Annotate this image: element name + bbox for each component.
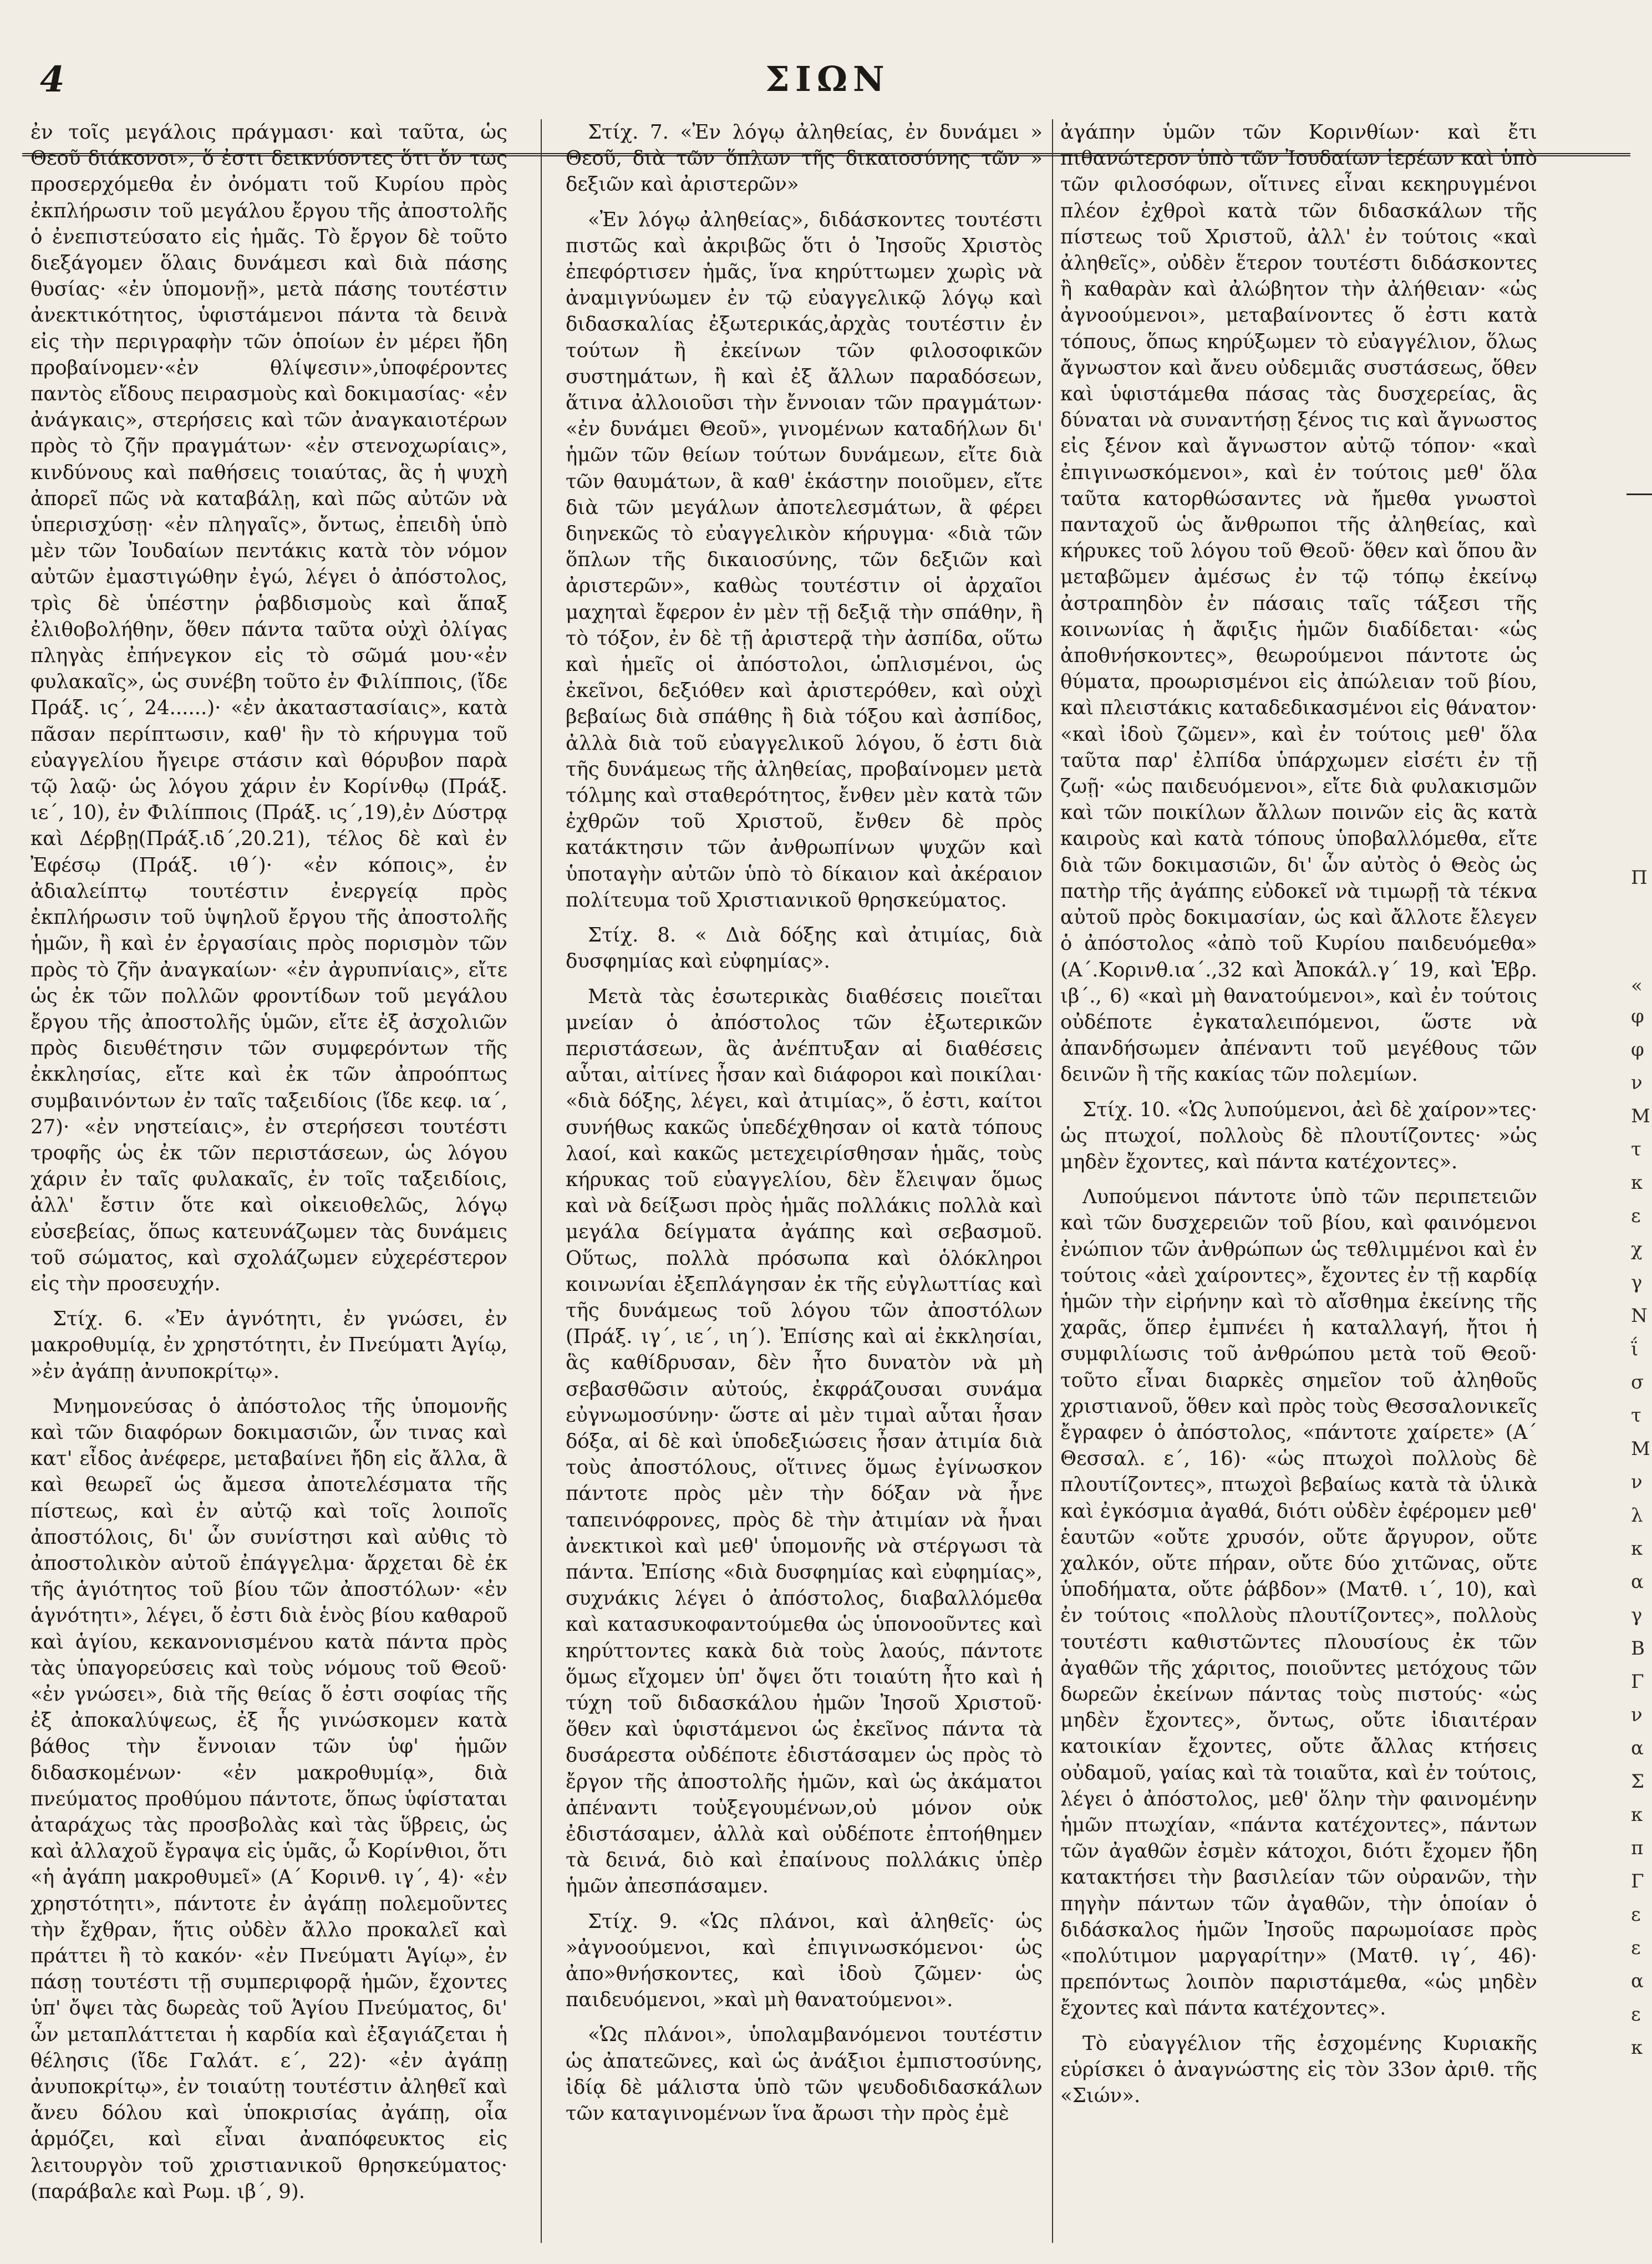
verse-heading: Στίχ. 10. «Ὡς λυπούμενοι, ἀεὶ δὲ χαίρον»τες· ὡς πτωχοί, πολλοὺς δὲ πλουτίζοντες· »ὡς μηδὲν ἔχοντες, καὶ πάντα κατέχοντες». xyxy=(1060,1098,1537,1173)
edge-fragment: Γ xyxy=(1631,1671,1644,1693)
paragraph: Μετὰ τὰς ἐσωτερικὰς διαθέσεις ποιεῖται μνείαν ὁ ἀπόστολος τῶν ἐξωτερικῶν περιστάσεων, ἃς ἀνέπτυξαν αἱ διαθέσεις αὗται, αἰτίνες ἦσαν καὶ διάφοροι καὶ ποικίλαι· «διὰ δόξης, λέγει, καὶ ἀτιμίας», ὅ ἐστι, καίτοι συνήθως κακῶς ὑπεδέχθησαν οἱ κατὰ τόπους λαοί, καὶ κακῶς μετεχειρίσθησαν ἡμᾶς, τοὺς κήρυκας τοῦ εὐαγγελίου, δὲν ἔλειψαν ὅμως καὶ νὰ δείξωσι πρὸς ἡμᾶς πολλάκις πολλὰ καὶ μεγάλα δείγματα ἀγάπης καὶ σεβασμοῦ. Οὕτως, πολλὰ πρόσωπα καὶ ὁλόκληροι κοινωνίαι ἐξεπλάγησαν ἐκ τῆς εὐγλωττίας καὶ τῆς δυνάμεως τοῦ λόγου τῶν ἀποστόλων (Πράξ. ιγ΄, ιε΄, ιη΄). Ἐπίσης καὶ αἱ ἐκκλησίαι, ἃς καθίδρυσαν, δὲν ἦτο δυνατὸν νὰ μὴ σεβασθῶσιν αὐτούς, ἐκφράζουσαι συνάμα εὐγνωμοσύνην· ὥστε αἱ μὲν τιμαὶ αὗται ἦσαν δόξα, αἱ δὲ καὶ ὑποδεξιώσεις ἦσαν ἀτιμία διὰ τοὺς ἀποστόλους, οἵτινες ὅμως ἐγίνωσκον πάντοτε πρὸς μὲν τὴν δόξαν νὰ ἦνε ταπεινόφρονες, πρὸς δὲ τὴν ἀτιμίαν νὰ ἦναι ἀνεκτικοὶ καὶ μεθ' ὑπομονῆς νὰ στέργωσι τὰ πάντα. Ἐπίσης «διὰ δυσφημίας καὶ εὐφημίας», συχνάκις λέγει ὁ ἀπόστολος, διαβαλλόμεθα καὶ κατασυκοφαντούμεθα ὡς ὑπονοοῦντες καὶ κηρύττοντες κακὰ διὰ τοὺς λαούς, πάντοτε ὅμως εἴχομεν ὑπ' ὄψει ὅτι τοιαύτη ἦτο καὶ ἡ τύχη τοῦ διδασκάλου ἡμῶν Ἰησοῦ Χριστοῦ· ὅθεν καὶ ὑφιστάμενοι ὡς ἐκεῖνος πάντα τὰ δυσάρεστα οὐδέποτε ἐδιστάσαμεν ὡς πρὸς τὸ ἔργον τῆς ἀποστολῆς ἡμῶν, καὶ ὡς ἀκάματοι ἀπέναντι τοὐξεγουμένων,οὐ μόνον οὐκ ἐδιστάσαμεν, ἀλλὰ καὶ οὐδέποτε ἐπτοήθημεν τὰ δεινά, διὸ καὶ ἐπαίνους πολλάκις ὑπὲρ ἡμῶν ἀπεσπάσαμεν. xyxy=(566,985,1043,1898)
paragraph: «Ἐν λόγῳ ἀληθείας», διδάσκοντες τουτέστι πιστῶς καὶ ἀκριβῶς ὅτι ὁ Ἰησοῦς Χριστὸς ἐπεφόρτισεν ἡμᾶς, ἵνα κηρύττωμεν χωρὶς νὰ ἀναμιγνύωμεν ἐν τῷ εὐαγγελικῷ λόγῳ καὶ διδασκαλίας ἐξωτερικάς,ἀρχὰς τουτέστιν ἐν τούτων ἢ ἐκείνων τῶν φιλοσοφικῶν συστημάτων, ἢ καὶ ἐξ ἄλλων παραδόσεων, ἅτινα ἀλλοιοῦσι τὴν ἔννοιαν τῶν πραγμάτων· «ἐν δυνάμει Θεοῦ», γινομένων καταδήλων δι' ἡμῶν τῶν θείων τούτων δυνάμεων, εἴτε διὰ τῶν θαυμάτων, ἃ καθ' ἑκάστην ποιοῦμεν, εἴτε διὰ τῶν μεγάλων ἀποτελεσμάτων, ἃ φέρει διηνεκῶς τὸ εὐαγγελικὸν κήρυγμα· «διὰ τῶν ὅπλων τῆς δικαιοσύνης, τῶν δεξιῶν καὶ ἀριστερῶν», καθὼς τουτέστιν οἱ ἀρχαῖοι μαχηταὶ ἔφερον ἐν μὲν τῇ δεξιᾷ τὴν σπάθην, ἢ τὸ τόξον, ἐν δὲ τῇ ἀριστερᾷ τὴν ἀσπίδα, οὕτω καὶ ἡμεῖς οἱ ἀπόστολοι, ὡπλισμένοι, ὡς ἐκεῖνοι, δεξιόθεν καὶ ἀριστερόθεν, καὶ οὐχὶ βεβαίως διὰ σπάθης ἢ διὰ τόξου καὶ ἀσπίδος, ἀλλὰ διὰ τοῦ εὐαγγελικοῦ λόγου, ὅ ἐστι διὰ τῆς δυνάμεως τῆς ἀληθείας, προβαίνομεν μετὰ τόλμης καὶ σταθερότητος, ἔνθεν μὲν κατὰ τῶν ἐχθρῶν τοῦ Χριστοῦ, ἔνθεν δὲ πρὸς κατάκτησιν τῶν ἀνθρωπίνων ψυχῶν καὶ ὑποταγὴν αὐτῶν ὑπὸ τὸ δίκαιον καὶ ἀκέραιον πολίτευμα τοῦ Χριστιανικοῦ θρησκεύματος. xyxy=(566,208,1043,912)
edge-fragment: π xyxy=(1631,1837,1644,1859)
edge-fragment: κ xyxy=(1631,1172,1643,1194)
edge-fragment: ε xyxy=(1631,1937,1641,1959)
edge-fragment: γ xyxy=(1631,1271,1643,1294)
page-number: 4 xyxy=(40,59,65,100)
paragraph: Μνημονεύσας ὁ ἀπόστολος τῆς ὑπομονῆς καὶ τῶν διαφόρων δοκιμασιῶν, ὧν τινας καὶ κατ' εἶδος ἀνέφερε, μεταβαίνει ἤδη εἰς ἄλλα, ἃ καὶ θεωρεῖ ὡς ἄμεσα ἀποτελέσματα τῆς πίστεως, καὶ ἐν αὐτῷ καὶ τοῖς λοιποῖς ἀποστόλοις, δι' ὧν συνίστησι καὶ αὐθις τὸ ἀποστολικὸν αὐτοῦ ἐπάγγελμα· ἄρχεται δὲ ἐκ τῆς ἁγιότητος τοῦ βίου τῶν ἀποστόλων· «ἐν ἁγνότητι», λέγει, ὅ ἐστι διὰ ἑνὸς βίου καθαροῦ καὶ ἁγίου, κεκανονισμένου κατὰ πάντα πρὸς τὰς ὑπαγορεύσεις καὶ τοὺς νόμους τοῦ Θεοῦ· «ἐν γνώσει», διὰ τῆς θείας ὅ ἐστι σοφίας τῆς ἐξ ἀποκαλύψεως, ἐξ ἧς γινώσκομεν κατὰ βάθος τὴν ἔννοιαν τῶν ὑφ' ἡμῶν διδασκομένων· «ἐν μακροθυμίᾳ», διὰ πνεύματος προθύμου πάντοτε, ὅπως ὑφίσταται ἀταράχως τὰς προσβολὰς καὶ τὰς ὕβρεις, ὡς καὶ ἀλλαχοῦ ἔγραψα εἰς ὑμᾶς, ὦ Κορίνθιοι, ὅτι «ἡ ἀγάπη μακροθυμεῖ» (Α΄ Κορινθ. ιγ΄, 4)· «ἐν χρηστότητι», πάντοτε ἐν ἀγάπῃ πολεμοῦντες τὴν ἔχθραν, ἥτις οὐδὲν ἄλλο προκαλεῖ καὶ πράττει ἢ τὸ κακόν· «ἐν Πνεύματι Ἁγίῳ», ἐν πάσῃ τουτέστι τῇ συμπεριφορᾷ ἡμῶν, ἔχοντες ὑπ' ὄψει τὰς δωρεὰς τοῦ Ἁγίου Πνεύματος, δι' ὧν μεταπλάττεται ἡ καρδία καὶ ἐξαγιάζεται ἡ θέλησις (ἴδε Γαλάτ. ε΄, 22)· «ἐν ἀγάπῃ ἀνυποκρίτῳ», ἐν τοιαύτῃ τουτέστιν ἀληθεῖ καὶ ἄνευ δόλου καὶ ὑποκρισίας ἀγάπῃ, οἷα ἁρμόζει, καὶ εἶναι ἀναπόφευκτος εἰς λειτουργὸν τοῦ χριστιανικοῦ θρησκεύματος· (παράβαλε καὶ Ρωμ. ιβ΄, 9). xyxy=(31,1395,507,2203)
verse-heading: Στίχ. 6. «Ἐν ἁγνότητι, ἐν γνώσει, ἐν μακροθυμίᾳ, ἐν χρηστότητι, ἐν Πνεύματι Ἁγίῳ, »ἐν ἀγάπῃ ἀνυποκρίτῳ». xyxy=(31,1307,507,1383)
page-header xyxy=(0,55,1652,116)
paragraph: ἀγάπην ὑμῶν τῶν Κορινθίων· καὶ ἔτι πιθανώτερον ὑπὸ τῶν Ἰουδαίων ἱερέων καὶ ὑπὸ τῶν φιλοσόφων, οἵτινες εἶναι κεκηρυγμένοι πλέον ἐχθροὶ κατὰ τῶν διδασκάλων τῆς πίστεως τοῦ Χριστοῦ, ἀλλ' ἐν τούτοις «καὶ ἀληθεῖς», οὐδὲν ἕτερον τουτέστι διδάσκοντες ἢ καθαρὰν καὶ ἀλώβητον τὴν ἀλήθειαν· «ὡς ἀγνοούμενοι», μεταβαίνοντες ὅ ἐστι κατὰ τόπους, ὅπως κηρύξωμεν τὸ εὐαγγέλιον, ὅλως ἄγνωστον καὶ ἄνευ οὐδεμιᾶς συστάσεως, ὅθεν καὶ ὑφιστάμεθα πάσας τὰς δυσχερείας, ἃς δύναται νὰ συναντήσῃ ξένος τις καὶ ἄγνωστος εἰς ξένον καὶ ἄγνωστον αὐτῷ τόπον· «καὶ ἐπιγινωσκόμενοι», καὶ ἐν τούτοις μεθ' ὅλα ταῦτα κατορθώσαντες νὰ ἤμεθα γνωστοὶ πανταχοῦ ὡς ἄνθρωποι τῆς ἀληθείας, καὶ κήρυκες τοῦ λόγου τοῦ Θεοῦ· ὅθεν καὶ ὅπου ἂν μεταβῶμεν ἀμέσως ἐν τῷ τόπῳ ἐκείνῳ ἀστραπηδὸν ἐν πάσαις ταῖς τάξεσι τῆς κοινωνίας ἡ ἄφιξις ἡμῶν διαδίδεται· «ὡς ἀποθνήσκοντες», θεωρούμενοι πάντοτε ὡς θύματα, προωρισμένοι εἰς ἀπώλειαν τοῦ βίου, καὶ πλειστάκις καταδεδικασμένοι εἰς θάνατον· «καὶ ἰδοὺ ζῶμεν», καὶ ἐν τούτοις μεθ' ὅλα ταῦτα παρ' ἐλπίδα ὑπάρχωμεν εἰσέτι ἐν τῇ ζωῇ· «ὡς παιδευόμενοι», εἴτε διὰ φυλακισμῶν καὶ τῶν ποικίλων ἄλλων ποινῶν εἰς ἃς κατὰ καιροὺς καὶ κατὰ τόπους ὑποβαλλόμεθα, εἴτε διὰ τῶν δοκιμασιῶν, δι' ὧν αὐτὸς ὁ Θεὸς ὡς πατὴρ τῆς ἀγάπης εὐδοκεῖ νὰ τιμωρῇ τὰ τέκνα αὐτοῦ πρὸς δοκιμασίαν, ὡς καὶ ἄλλοτε ἔλεγεν ὁ ἀπόστολος «ἀπὸ τοῦ Κυρίου παιδευόμεθα» (Α΄.Κορινθ.ια΄.,32 καὶ Ἀποκάλ.γ΄ 19, καὶ Ἑβρ. ιβ΄., 6) «καὶ μὴ θανατούμενοι», καὶ ἐν τούτοις οὐδέποτε ἐγκαταλειπόμενοι, ὥστε νὰ ἀπανδήσωμεν ἀπέναντι τοῦ μεγέθους τῶν δεινῶν ἢ τῆς κακίας τῶν πολεμίων. xyxy=(1060,121,1537,1086)
text-column-3 xyxy=(1060,119,1537,2118)
verse-heading: Στίχ. 7. «Ἐν λόγῳ ἀληθείας, ἐν δυνάμει » Θεοῦ, διὰ τῶν ὅπλων τῆς δικαιοσύνης τῶν » δεξιῶν καὶ ἀριστερῶν» xyxy=(566,121,1043,196)
column-divider xyxy=(541,119,542,2243)
text-column-2 xyxy=(566,119,1043,2135)
masthead-title: ΣΙΩΝ xyxy=(765,59,890,99)
edge-fragment: τ xyxy=(1631,1405,1641,1427)
edge-fragment: ΐ xyxy=(1631,1338,1639,1360)
edge-fragment: Μ xyxy=(1631,1105,1650,1127)
edge-fragment: ν xyxy=(1631,1704,1643,1726)
edge-fragment: α xyxy=(1631,1571,1644,1593)
edge-fragment: « xyxy=(1631,975,1643,997)
edge-fragment: ε xyxy=(1631,1904,1641,1926)
edge-fragment: α xyxy=(1631,1970,1644,1992)
verse-heading: Στίχ. 9. «Ὡς πλάνοι, καὶ ἀληθεῖς· ὡς »ἀγνοούμενοι, καὶ ἐπιγινωσκόμενοι· ὡς ἀπο»θνήσκοντες, καὶ ἰδοὺ ζῶμεν· ὡς παιδευόμενοι, »καὶ μὴ θανατούμενοι». xyxy=(566,1910,1043,2012)
edge-fragment: ν xyxy=(1631,1471,1643,1493)
edge-fragment: ε xyxy=(1631,2003,1641,2026)
adjacent-page-edge xyxy=(1628,119,1652,2254)
edge-fragment: γ xyxy=(1631,1604,1643,1626)
edge-fragment: Β xyxy=(1631,1637,1645,1660)
closing-note: Τὸ εὐαγγέλιον τῆς ἐσχομένης Κυριακῆς εὑρίσκει ὁ ἀναγνώστης εἰς τὸν 33ον ἀριθ. τῆς «Σιών». xyxy=(1060,2032,1537,2108)
edge-fragment: φ xyxy=(1631,1005,1644,1027)
paragraph: Λυπούμενοι πάντοτε ὑπὸ τῶν περιπετειῶν καὶ τῶν δυσχερειῶν τοῦ βίου, καὶ φαινόμενοι ἐνώπιον τῶν ἀνθρώπων ὡς τεθλιμμένοι καὶ ἐν τούτοις «ἀεὶ χαίροντες», ἔχοντες ἐν τῇ καρδίᾳ ἡμῶν τὴν εἰρήνην καὶ τὸ αἴσθημα ἐκείνης τῆς χαρᾶς, ὅπερ ἐμπνέει ἡ καταλλαγή, ἤτοι ἡ συμφιλίωσις τοῦ ἀνθρώπου μετὰ τοῦ Θεοῦ· τοῦτο εἶναι διαρκὲς σημεῖον τοῦ ἀληθοῦς χριστιανοῦ, ὅθεν καὶ πρὸς τοὺς Θεσσαλονικεῖς ἔγραφεν ὁ ἀπόστολος, «πάντοτε χαίρετε» (Α΄ Θεσσαλ. ε΄, 16)· «ὡς πτωχοὶ πολλοὺς δὲ πλουτίζοντες», πτωχοὶ βεβαίως κατὰ τὰ ὑλικὰ καὶ ἐγκόσμια ἀγαθά, διότι οὐδὲν ἐφέρομεν μεθ' ἑαυτῶν «οὔτε χρυσόν, οὔτε ἄργυρον, οὔτε χαλκόν, οὔτε πήραν, οὔτε δύο χιτῶνας, οὔτε ὑποδήματα, οὔτε ῥάβδον» (Ματθ. ι΄, 10), καὶ ἐν τούτοις «πολλοὺς πλουτίζοντες», πολλοὺς τουτέστι καθιστῶντες πλουσίους ἐκ τῶν ἀγαθῶν τῆς χάριτος, ποιοῦντες μετόχους τῶν δωρεῶν ἐκείνων πάντας τοὺς πιστούς· «ὡς μηδὲν ἔχοντες», ὄντως, οὔτε ἰδιαιτέραν κατοικίαν ἔχοντες, οὔτε ἄλλας κτήσεις οὐδαμοῦ, γαίας καὶ τὰ τοιαῦτα, καὶ ἐν τούτοις, λέγει ὁ ἀπόστολος, μεθ' ὅλην τὴν φαινομένην ἡμῶν πτωχίαν, «πάντα κατέχοντες», πάντων τῶν ἀγαθῶν ἐσμὲν κάτοχοι, διότι ἔχομεν ἤδη κατακτήσει τὴν βασιλείαν τῶν οὐρανῶν, τὴν πηγὴν πάντων τῶν ἀγαθῶν, τὴν ὁποίαν ὁ διδάσκαλος ἡμῶν Ἰησοῦς παρωμοίασε πρὸς «πολύτιμον μαργαρίτην» (Ματθ. ιγ΄, 46)· πρεπόντως λοιπὸν παριστάμεθα, «ὡς μηδὲν ἔχοντες καὶ πάντα κατέχοντες». xyxy=(1060,1186,1537,2020)
paragraph: ἐν τοῖς μεγάλοις πράγμασι· καὶ ταῦτα, ὡς Θεοῦ διάκονοι», ὅ ἐστι δεικνύοντες ὅτι ὄν τως προσερχόμεθα ἐν ὀνόματι τοῦ Κυρίου πρὸς ἐκπλήρωσιν τοῦ μεγάλου ἔργου τῆς ἀποστολῆς ὁ ἐνεπιστεύσατο εἰς ἡμᾶς. Τὸ ἔργον δὲ τοῦτο διεξάγομεν ὅλαις δυνάμεσι καὶ διὰ πάσης θυσίας· «ἐν ὑπομονῇ», μετὰ πάσης τουτέστιν ἀνεκτικότητος, ὑφιστάμενοι πάντα τὰ δεινὰ εἰς τὴν περιγραφὴν τῶν ὁποίων ἐν μέρει ἤδη προβαίνομεν·«ἐν θλίψεσιν»,ὑποφέροντες παντὸς εἴδους πειρασμοὺς καὶ δοκιμασίας· «ἐν ἀνάγκαις», στερήσεις καὶ τῶν ἀναγκαιοτέρων πρὸς τὸ ζῆν πραγμάτων· «ἐν στενοχωρίαις», κινδύνους καὶ παθήσεις τοιαύτας, ἃς ἡ ψυχὴ ἀπορεῖ πῶς νὰ καταβάλῃ, καὶ πῶς αὐτῶν νὰ ὑπερισχύσῃ· «ἐν πληγαῖς», ὄντως, ἐπειδὴ ὑπὸ μὲν τῶν Ἰουδαίων πεντάκις κατὰ τὸν νόμον αὐτῶν ἐμαστιγώθην ἐγώ, λέγει ὁ ἀπόστολος, τρὶς δὲ ὑπέστην ῥαβδισμοὺς καὶ ἅπαξ ἐλιθοβολήθην, ὅθεν πάντα ταῦτα οὐχὶ ὀλίγας πληγὰς ἐπήνεγκον εἰς τὸ σῶμά μου·«ἐν φυλακαῖς», ὡς συνέβη τοῦτο ἐν Φιλίπποις, (ἴδε Πράξ. ις΄, 24......)· «ἐν ἀκαταστασίαις», κατὰ πᾶσαν περίπτωσιν, καθ' ἣν τὸ κήρυγμα τοῦ εὐαγγελίου ἤγειρε στάσιν καὶ θόρυβον παρὰ τῷ λαῷ· ὡς λόγου χάριν ἐν Κορίνθῳ (Πράξ. ιε΄, 10), ἐν Φιλίπποις (Πράξ. ις΄,19),ἐν Δύστρᾳ καὶ Δέρβῃ(Πράξ.ιδ΄,20.21), τέλος δὲ καὶ ἐν Ἐφέσῳ (Πράξ. ιθ΄)· «ἐν κόποις», ἐν ἀδιαλείπτῳ τουτέστιν ἐνεργείᾳ πρὸς ἐκπλήρωσιν τοῦ ὑψηλοῦ ἔργου τῆς ἀποστολῆς ἡμῶν, ἢ καὶ ἐν ἐργασίαις πρὸς πορισμὸν τῶν πρὸς τὸ ζῆν ἀναγκαίων· «ἐν ἀγρυπνίαις», εἴτε ὡς ἐκ τῶν πολλῶν φροντίδων τοῦ μεγάλου ἔργου τῆς ἀποστολῆς ὑμῶν, εἴτε ἐξ ἀσχολιῶν πρὸς διευθέτησιν τῶν συμφερόντων τῆς ἐκκλησίας, εἴτε καὶ ἐκ τῶν ἀπροόπτως συμβαινόντων ἐν ταῖς ταξειδίοις (ἴδε κεφ. ια΄, 27)· «ἐν νηστείαις», ἐν στερήσεσι τουτέστι τροφῆς ὡς ἐκ τῶν περιστάσεων, ὡς λόγου χάριν ἐν ταῖς φυλακαῖς, ἐν τοῖς ταξειδίοις, ἀλλ' ἔστιν ὅτε καὶ οἰκειοθελῶς, λόγῳ εὐσεβείας, ὅπως κατευνάζωμεν τὰς δυνάμεις τοῦ σώματος, καὶ σχολάζωμεν εὐχερέστερον εἰς τὴν προσευχήν. xyxy=(31,121,507,1295)
edge-fragment: Ν xyxy=(1631,1305,1648,1327)
text-column-1 xyxy=(31,119,507,2214)
edge-fragment: Σ xyxy=(1631,1771,1645,1793)
edge-fragment: κ xyxy=(1631,1538,1643,1560)
edge-fragment: χ xyxy=(1631,1238,1643,1260)
edge-fragment: λ xyxy=(1631,1504,1643,1527)
column-divider xyxy=(1052,119,1053,2243)
edge-fragment: σ xyxy=(1631,1371,1644,1393)
edge-fragment: Μ xyxy=(1631,1438,1650,1460)
edge-fragment: φ xyxy=(1631,1039,1644,1061)
edge-fragment: ν xyxy=(1631,1072,1643,1094)
edge-fragment: κ xyxy=(1631,2037,1643,2059)
edge-fragment: α xyxy=(1631,1737,1644,1759)
verse-heading: Στίχ. 8. « Διὰ δόξης καὶ ἀτιμίας, διὰ δυσφημίας καὶ εὐφημίας». xyxy=(566,924,1043,973)
edge-fragment: Π xyxy=(1631,867,1648,889)
edge-fragment: τ xyxy=(1631,1138,1641,1161)
paragraph: «Ὡς πλάνοι», ὑπολαμβανόμενοι τουτέστιν ὡς ἀπατεῶνες, καὶ ὡς ἀνάξιοι ἐμπιστοσύνης, ἰδίᾳ δὲ μάλιστα ὑπὸ τῶν ψευδοδιδασκάλων τῶν καταγινομένων ἵνα ἄρωσι τὴν πρὸς ἐμὲ xyxy=(566,2023,1043,2125)
edge-fragment: Γ xyxy=(1631,1870,1644,1892)
edge-fragment: κ xyxy=(1631,1804,1643,1826)
edge-fragment: ε xyxy=(1631,1205,1641,1227)
